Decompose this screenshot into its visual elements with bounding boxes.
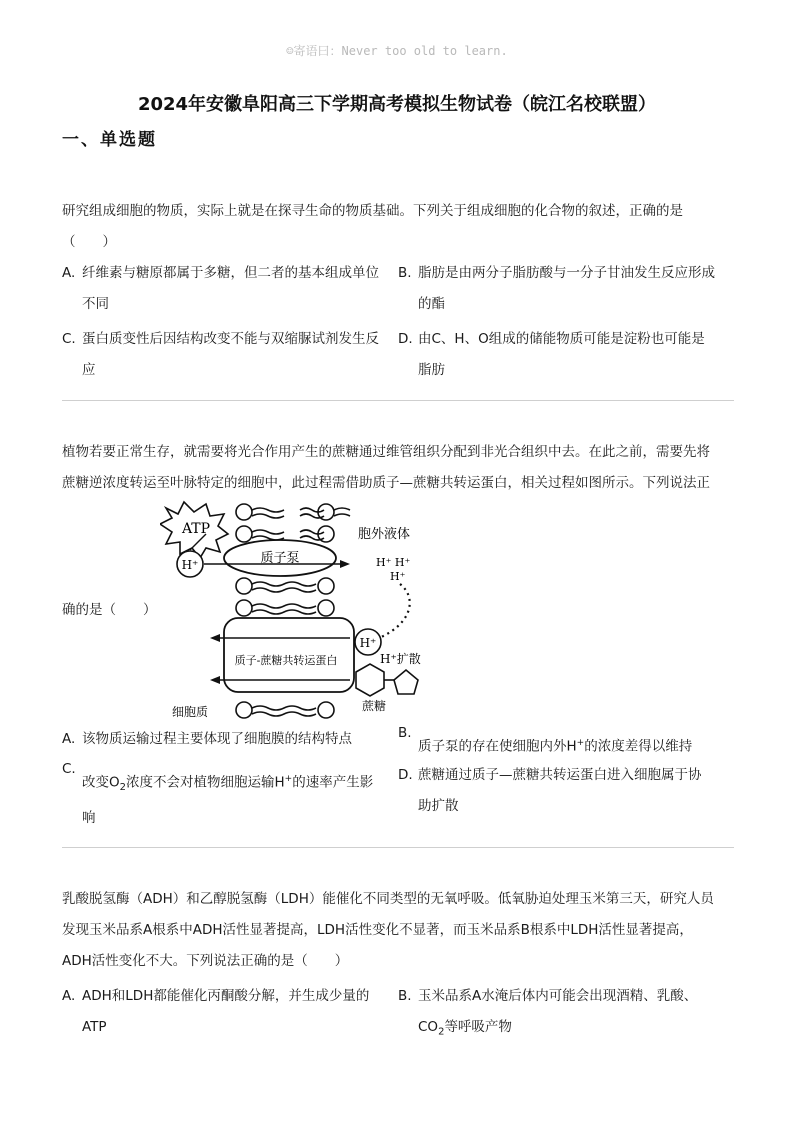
option-text: 蔗糖通过质子—蔗糖共转运蛋白进入细胞属于协: [418, 767, 702, 783]
q1-stem-line-1: 研究组成细胞的物质，实际上就是在探寻生命的物质基础。下列关于组成细胞的化合物的叙述，正确的是: [62, 203, 683, 219]
option-label: B.: [398, 725, 412, 741]
option-text: 应: [82, 362, 96, 378]
q2-stem-line-1: 植物若要正常生存，就需要将光合作用产生的蔗糖通过维管组织分配到非光合组织中去。在此之前，需要先将: [62, 444, 710, 460]
q3-stem-line-3: ADH活性变化不大。下列说法正确的是（ ）: [62, 953, 349, 969]
option-text: 的浓度差得以维持: [584, 738, 693, 755]
option-text: ADH和LDH都能催化丙酮酸分解，并生成少量的: [82, 988, 370, 1004]
option-text: ATP: [82, 1019, 107, 1035]
question-1-stem: [62, 196, 734, 258]
option-text: 玉米品系A水淹后体内可能会出现酒精、乳酸、: [418, 988, 698, 1004]
option-text: 脂肪是由两分子脂肪酸与一分子甘油发生反应形成: [418, 265, 715, 281]
option-text: CO: [418, 1019, 439, 1035]
option-label: D.: [398, 331, 413, 347]
lipid-heads-top-outer: [236, 504, 350, 520]
option-text: 等呼吸产物: [444, 1019, 512, 1035]
proton-group-label-1: H⁺ H⁺: [376, 556, 411, 569]
q2-stem-line-3: 确的是（ ）: [62, 602, 157, 618]
option-text: 脂肪: [418, 362, 445, 378]
option-text: 改变O: [82, 774, 120, 791]
pump-flux-arrowhead: [340, 560, 350, 568]
sucrose-label: 蔗糖: [362, 699, 387, 713]
option-text: 浓度不会对植物细胞运输H: [126, 774, 285, 791]
subscript: 2: [119, 782, 127, 794]
option-text: 质子泵的存在使细胞内外H: [418, 738, 577, 755]
cotransporter-arrowhead-top: [210, 634, 220, 642]
page-title: 2024年安徽阜阳高三下学期高考模拟生物试卷（皖江名校联盟）: [137, 94, 657, 115]
option-text: 助扩散: [418, 798, 459, 814]
option-label: A.: [62, 988, 76, 1004]
outside-fluid-label: 胞外液体: [358, 527, 411, 542]
option-text: 纤维素与糖原都属于多糖，但二者的基本组成单位: [82, 265, 379, 281]
cytoplasm-label: 细胞质: [172, 705, 209, 719]
option-text: 的酯: [418, 296, 445, 312]
proton-diffuse-label: H⁺扩散: [380, 652, 421, 666]
option-label: D.: [398, 767, 413, 783]
superscript: +: [576, 738, 585, 748]
cotransporter-arrowhead-bottom: [210, 676, 220, 684]
option-text: 响: [82, 810, 96, 827]
option-text: 由C、H、O组成的储能物质可能是淀粉也可能是: [418, 331, 705, 347]
lipid-heads-middle: [236, 578, 334, 616]
proton-group-label-2: H⁺: [390, 570, 406, 583]
question-2-stem: [62, 437, 734, 499]
proton-pump-label: 质子泵: [260, 551, 300, 566]
sucrose-pentagon-shape: [394, 670, 418, 694]
proton-label-right: H⁺: [359, 636, 377, 650]
option-label: C.: [62, 331, 76, 347]
cotransporter-label: 质子-蔗糖共转运蛋白: [234, 654, 338, 667]
q3-stem-line-1: 乳酸脱氢酶（ADH）和乙醇脱氢酶（LDH）能催化不同类型的无氧呼吸。低氧胁迫处理玉米第三天，研究人员: [62, 891, 714, 907]
q1-stem-line-2: （ ）: [62, 234, 116, 250]
watermark: ☺寄语曰：Never too old to learn.: [286, 44, 508, 58]
atp-label: ATP: [181, 521, 211, 537]
q3-stem-line-2: 发现玉米品系A根系中ADH活性显著提高，LDH活性变化不显著，而玉米品系B根系中LDH活性显著提高，: [62, 922, 693, 938]
option-text: 的速率产生影: [292, 774, 374, 791]
superscript: +: [284, 774, 293, 784]
question-divider: [62, 847, 734, 848]
option-text: 该物质运输过程主要体现了细胞膜的结构特点: [82, 731, 352, 747]
option-text: 蛋白质变性后因结构改变不能与双缩脲试剂发生反: [82, 331, 379, 347]
option-text: 不同: [82, 296, 109, 312]
option-label: B.: [398, 265, 412, 281]
diffusion-path: [374, 584, 410, 640]
option-label: C.: [62, 761, 76, 777]
option-label: A.: [62, 731, 76, 747]
sucrose-hexagon-shape: [356, 664, 384, 696]
lipid-heads-bottom: [236, 702, 334, 718]
question-divider: [62, 400, 734, 401]
q2-stem-line-2: 蔗糖逆浓度转运至叶脉特定的细胞中，此过程需借助质子—蔗糖共转运蛋白，相关过程如图所示。下列说法正: [62, 475, 710, 491]
option-label: A.: [62, 265, 76, 281]
proton-label-left: H⁺: [181, 558, 199, 572]
question-3-stem: [62, 884, 734, 977]
section-heading: 一、单选题: [62, 130, 157, 150]
membrane-transport-diagram: [160, 500, 460, 726]
subscript: 2: [438, 1026, 445, 1038]
option-label: B.: [398, 988, 412, 1004]
